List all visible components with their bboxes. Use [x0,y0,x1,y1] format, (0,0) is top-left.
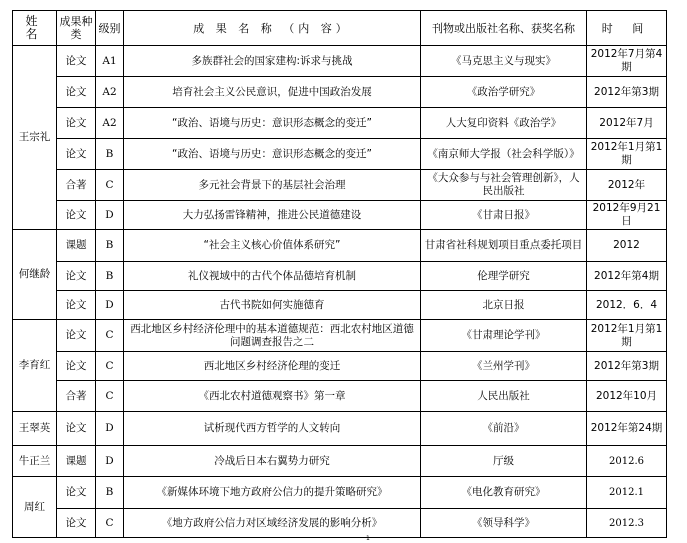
table-row [13,381,667,412]
output-level: A1 [96,46,124,77]
header-type: 成果种类 [57,11,96,46]
output-date: 2012年7月第4期 [587,46,667,77]
table-row [13,108,667,139]
output-title: “政治、语境与历史：意识形态概念的变迁” [124,139,421,170]
table-row [13,230,667,262]
output-title: 冷战后日本右翼势力研究 [124,446,421,477]
output-date: 2012.1 [587,477,667,509]
output-title: “社会主义核心价值体系研究” [124,230,421,262]
output-level: D [96,291,124,320]
output-level: D [96,412,124,446]
output-date: 2012．6．4 [587,291,667,320]
output-date: 2012.6 [587,446,667,477]
output-level: B [96,477,124,509]
table-row [13,320,667,352]
output-publisher: 《政治学研究》 [421,77,587,108]
output-publisher: 《电化教育研究》 [421,477,587,509]
output-publisher: 《甘肃理论学刊》 [421,320,587,352]
output-date: 2012年第24期 [587,412,667,446]
output-publisher: 北京日报 [421,291,587,320]
person-name: 何继龄 [13,230,57,320]
output-type: 合著 [57,170,96,201]
achievements-table [12,10,667,538]
table-row [13,77,667,108]
output-title: 多元社会背景下的基层社会治理 [124,170,421,201]
output-level: D [96,446,124,477]
output-publisher: 厅级 [421,446,587,477]
output-publisher: 《兰州学刊》 [421,352,587,381]
output-date: 2012 [587,230,667,262]
output-date: 2012年1月第1期 [587,139,667,170]
table-row [13,139,667,170]
output-type: 论文 [57,320,96,352]
output-title: 礼仪视域中的古代个体品德培育机制 [124,262,421,291]
output-type: 论文 [57,352,96,381]
output-type: 论文 [57,291,96,320]
output-date: 2012年第3期 [587,77,667,108]
output-date: 2012年第3期 [587,352,667,381]
output-level: D [96,201,124,230]
person-name: 周红 [13,477,57,538]
output-type: 论文 [57,412,96,446]
output-publisher: 伦理学研究 [421,262,587,291]
output-type: 论文 [57,262,96,291]
table-row [13,509,667,538]
page-number: 1 [366,535,370,542]
output-level: C [96,170,124,201]
person-name: 李育红 [13,320,57,412]
output-title: 西北地区乡村经济伦理的变迁 [124,352,421,381]
output-publisher: 《甘肃日报》 [421,201,587,230]
output-type: 论文 [57,108,96,139]
output-publisher: 《前沿》 [421,412,587,446]
header-time: 时 间 [587,11,667,46]
table-row [13,170,667,201]
person-name: 牛正兰 [13,446,57,477]
table-row [13,201,667,230]
output-title: 试析现代西方哲学的人文转向 [124,412,421,446]
output-type: 论文 [57,139,96,170]
output-level: B [96,262,124,291]
output-level: B [96,139,124,170]
output-publisher: 《马克思主义与现实》 [421,46,587,77]
output-type: 论文 [57,46,96,77]
output-publisher: 人大复印资料《政治学》 [421,108,587,139]
output-title: 古代书院如何实施德育 [124,291,421,320]
output-title: 西北地区乡村经济伦理中的基本道德规范：西北农村地区道德问题调查报告之二 [124,320,421,352]
output-title: 大力弘扬雷锋精神，推进公民道德建设 [124,201,421,230]
table-row [13,46,667,77]
output-level: C [96,320,124,352]
output-date: 2012年1月第1期 [587,320,667,352]
table-row [13,352,667,381]
output-title: 《新媒体环境下地方政府公信力的提升策略研究》 [124,477,421,509]
output-type: 论文 [57,77,96,108]
output-publisher: 甘肃省社科规划项目重点委托项目 [421,230,587,262]
output-level: C [96,509,124,538]
table-row [13,262,667,291]
output-title: “政治、语境与历史：意识形态概念的变迁” [124,108,421,139]
output-date: 2012年第4期 [587,262,667,291]
person-name: 王翠英 [13,412,57,446]
output-date: 2012年10月 [587,381,667,412]
output-publisher: 《领导科学》 [421,509,587,538]
header-level: 级别 [96,11,124,46]
output-level: A2 [96,77,124,108]
output-type: 论文 [57,477,96,509]
table-row [13,477,667,509]
output-level: C [96,381,124,412]
output-level: A2 [96,108,124,139]
output-level: B [96,230,124,262]
header-publisher: 刊物或出版社名称、获奖名称 [421,11,587,46]
header-name: 姓 名 [13,11,57,46]
output-publisher: 人民出版社 [421,381,587,412]
output-title: 培育社会主义公民意识，促进中国政治发展 [124,77,421,108]
table-row [13,291,667,320]
output-type: 课题 [57,446,96,477]
person-name: 王宗礼 [13,46,57,230]
output-type: 论文 [57,201,96,230]
output-date: 2012年9月21日 [587,201,667,230]
output-level: C [96,352,124,381]
output-title: 《地方政府公信力对区域经济发展的影响分析》 [124,509,421,538]
output-publisher: 《南京师大学报（社会科学版）》 [421,139,587,170]
table-row [13,446,667,477]
output-date: 2012年7月 [587,108,667,139]
table-row [13,412,667,446]
header-row [13,11,667,46]
header-title: 成 果 名 称 （内 容） [124,11,421,46]
output-date: 2012.3 [587,509,667,538]
output-publisher: 《大众参与与社会管理创新》，人民出版社 [421,170,587,201]
output-title: 多族群社会的国家建构:诉求与挑战 [124,46,421,77]
output-type: 合著 [57,381,96,412]
output-date: 2012年 [587,170,667,201]
output-type: 论文 [57,509,96,538]
output-title: 《西北农村道德观察书》第一章 [124,381,421,412]
output-type: 课题 [57,230,96,262]
